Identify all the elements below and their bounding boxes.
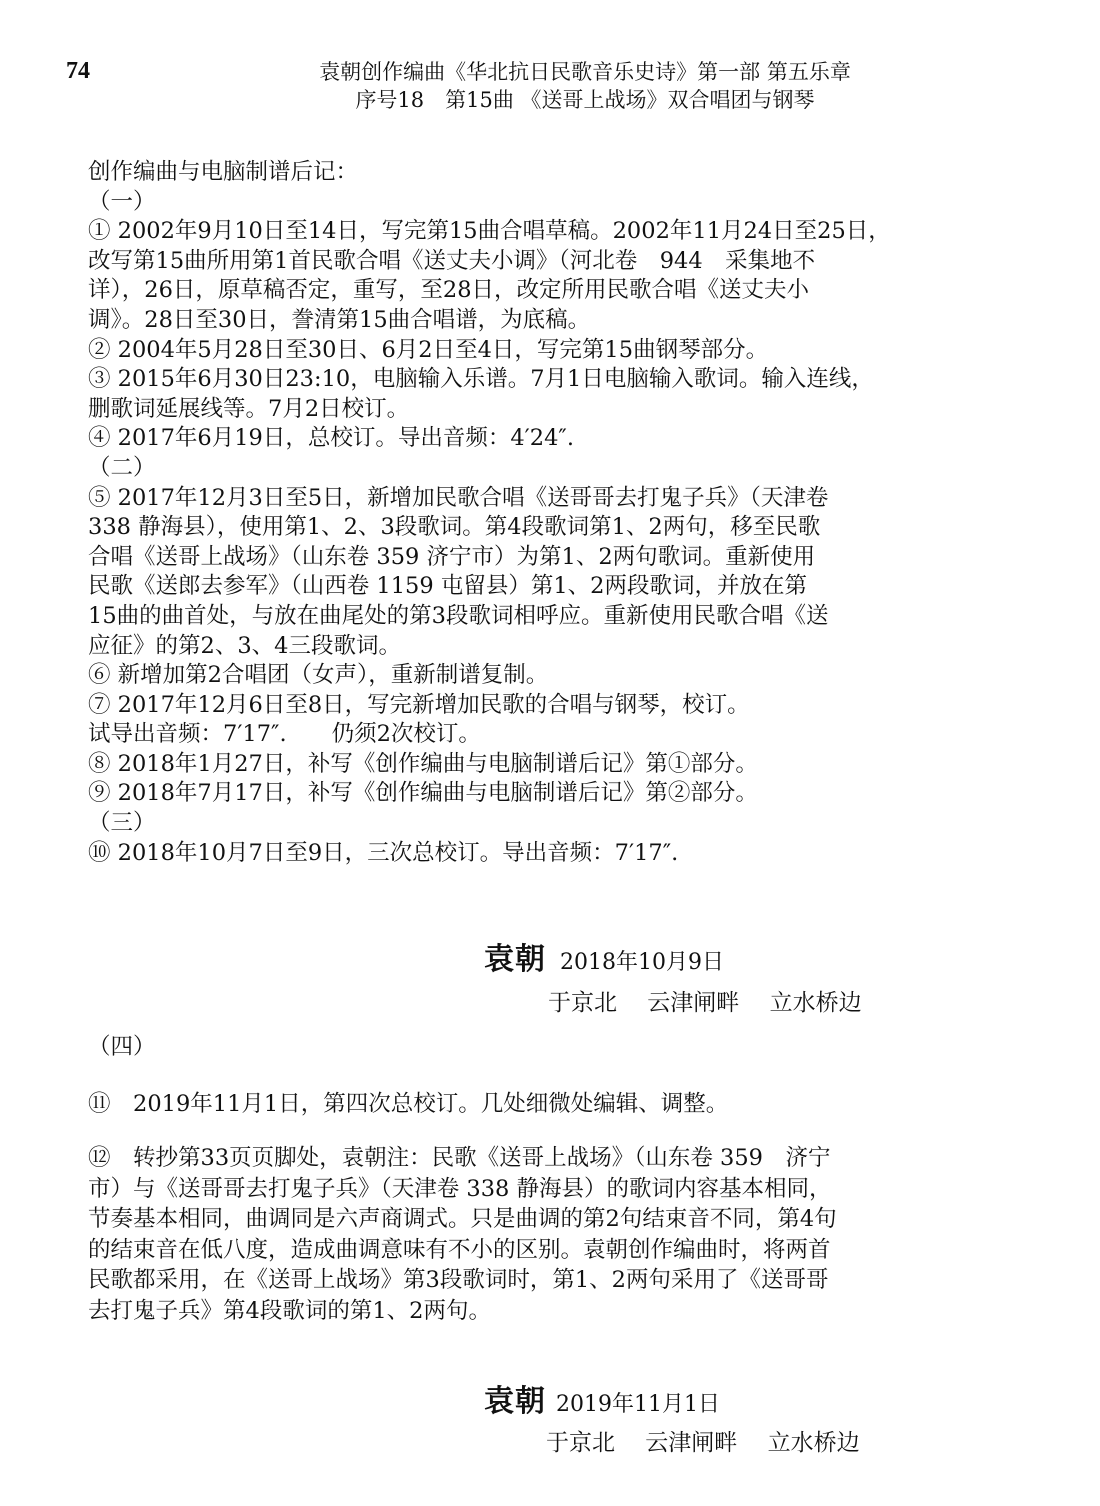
item-12-line: ⑫ 转抄第33页页脚处，袁朝注：民歌《送哥上战场》（山东卷 359 济宁 xyxy=(88,1145,831,1171)
afterword-line: ⑤ 2017年12月3日至5日，新增加民歌合唱《送哥哥去打鬼子兵》（天津卷 xyxy=(88,484,829,511)
afterword-line: （二） xyxy=(88,454,156,481)
afterword-line: ⑨ 2018年7月17日，补写《创作编曲与电脑制谱后记》第②部分。 xyxy=(88,780,758,807)
item-12-line: 市）与《送哥哥去打鬼子兵》（天津卷 338 静海县）的歌词内容基本相同， xyxy=(88,1175,832,1202)
afterword-line: 调》。28日至30日，誊清第15曲合唱谱，为底稿。 xyxy=(88,306,591,333)
item-12-line: 民歌都采用，在《送哥上战场》第3段歌词时，第1、2两句采用了《送哥哥 xyxy=(88,1267,829,1293)
page-number: 74 xyxy=(66,58,90,84)
item-12 xyxy=(88,1143,988,1326)
afterword-line: 试导出音频：7′17″. 仍须2次校订。 xyxy=(88,721,481,748)
item-11: ⑪ 2019年11月1日，第四次总校订。几处细微处编辑、调整。 xyxy=(88,1091,729,1117)
header-line-1: 袁朝创作编曲《华北抗日民歌音乐史诗》第一部 第五乐章 xyxy=(319,60,851,84)
afterword-line: （三） xyxy=(88,810,156,837)
afterword-line: ⑧ 2018年1月27日，补写《创作编曲与电脑制谱后记》第①部分。 xyxy=(88,750,758,777)
signature-date: 2018年10月9日 xyxy=(560,950,724,975)
afterword-line: ⑩ 2018年10月7日至9日，三次总校订。导出音频：7′17″. xyxy=(88,839,679,866)
header-line-2: 序号18 第15曲 《送哥上战场》双合唱团与钢琴 xyxy=(355,88,815,112)
afterword-line: 删歌词延展线等。7月2日校订。 xyxy=(88,395,410,422)
afterword-line: 338 静海县），使用第1、2、3段歌词。第4段歌词第1、2两句，移至民歌 xyxy=(88,514,821,541)
afterword-line: ⑥ 新增加第2合唱团（女声），重新制谱复制。 xyxy=(88,662,549,689)
signature-place: 于京北 云津闸畔 立水桥边 xyxy=(548,990,862,1016)
section-four-heading: （四） xyxy=(88,1034,156,1060)
afterword-line: ③ 2015年6月30日23:10，电脑输入乐谱。7月1日电脑输入歌词。输入连线， xyxy=(88,366,874,393)
afterword-title: 创作编曲与电脑制谱后记： xyxy=(88,159,359,185)
signature-block-2 xyxy=(484,1376,860,1457)
signature-place: 于京北 云津闸畔 立水桥边 xyxy=(546,1430,860,1456)
item-12-line: 节奏基本相同，曲调同是六声商调式。只是曲调的第2句结束音不同，第4句 xyxy=(88,1206,837,1232)
afterword-line: 合唱《送哥上战场》（山东卷 359 济宁市）为第1、2两句歌词。重新使用 xyxy=(88,543,816,570)
signature-date: 2019年11月1日 xyxy=(556,1392,720,1417)
afterword-line: （一） xyxy=(88,188,156,215)
section-four xyxy=(88,1032,988,1326)
afterword-line: ④ 2017年6月19日，总校订。导出音频：4′24″. xyxy=(88,425,574,452)
item-12-line: 去打鬼子兵》第4段歌词的第1、2两句。 xyxy=(88,1297,491,1324)
afterword-line: 民歌《送郎去参军》（山西卷 1159 屯留县）第1、2两段歌词，并放在第 xyxy=(88,573,807,600)
page-header xyxy=(250,58,920,114)
signature-name: 袁朝 xyxy=(484,1384,546,1419)
afterword-line: 应征》的第2、3、4三段歌词。 xyxy=(88,632,401,659)
afterword-line: 改写第15曲所用第1首民歌合唱《送丈夫小调》（河北卷 944 采集地不 xyxy=(88,247,816,274)
signature-block-1 xyxy=(484,934,862,1017)
afterword xyxy=(88,158,988,868)
item-12-line: 的结束音在低八度，造成曲调意味有不小的区别。袁朝创作编曲时，将两首 xyxy=(88,1236,831,1263)
afterword-line: ② 2004年5月28日至30日、6月2日至4日，写完第15曲钢琴部分。 xyxy=(88,336,769,363)
afterword-line: ① 2002年9月10日至14日，写完第15曲合唱草稿。2002年11月24日至25日， xyxy=(88,218,891,245)
afterword-line: ⑦ 2017年12月6日至8日，写完新增加民歌的合唱与钢琴，校订。 xyxy=(88,691,750,718)
afterword-line: 15曲的曲首处，与放在曲尾处的第3段歌词相呼应。重新使用民歌合唱《送 xyxy=(88,602,829,629)
signature-name: 袁朝 xyxy=(484,942,546,977)
afterword-line: 详），26日，原草稿否定，重写，至28日，改定所用民歌合唱《送丈夫小 xyxy=(88,277,810,304)
